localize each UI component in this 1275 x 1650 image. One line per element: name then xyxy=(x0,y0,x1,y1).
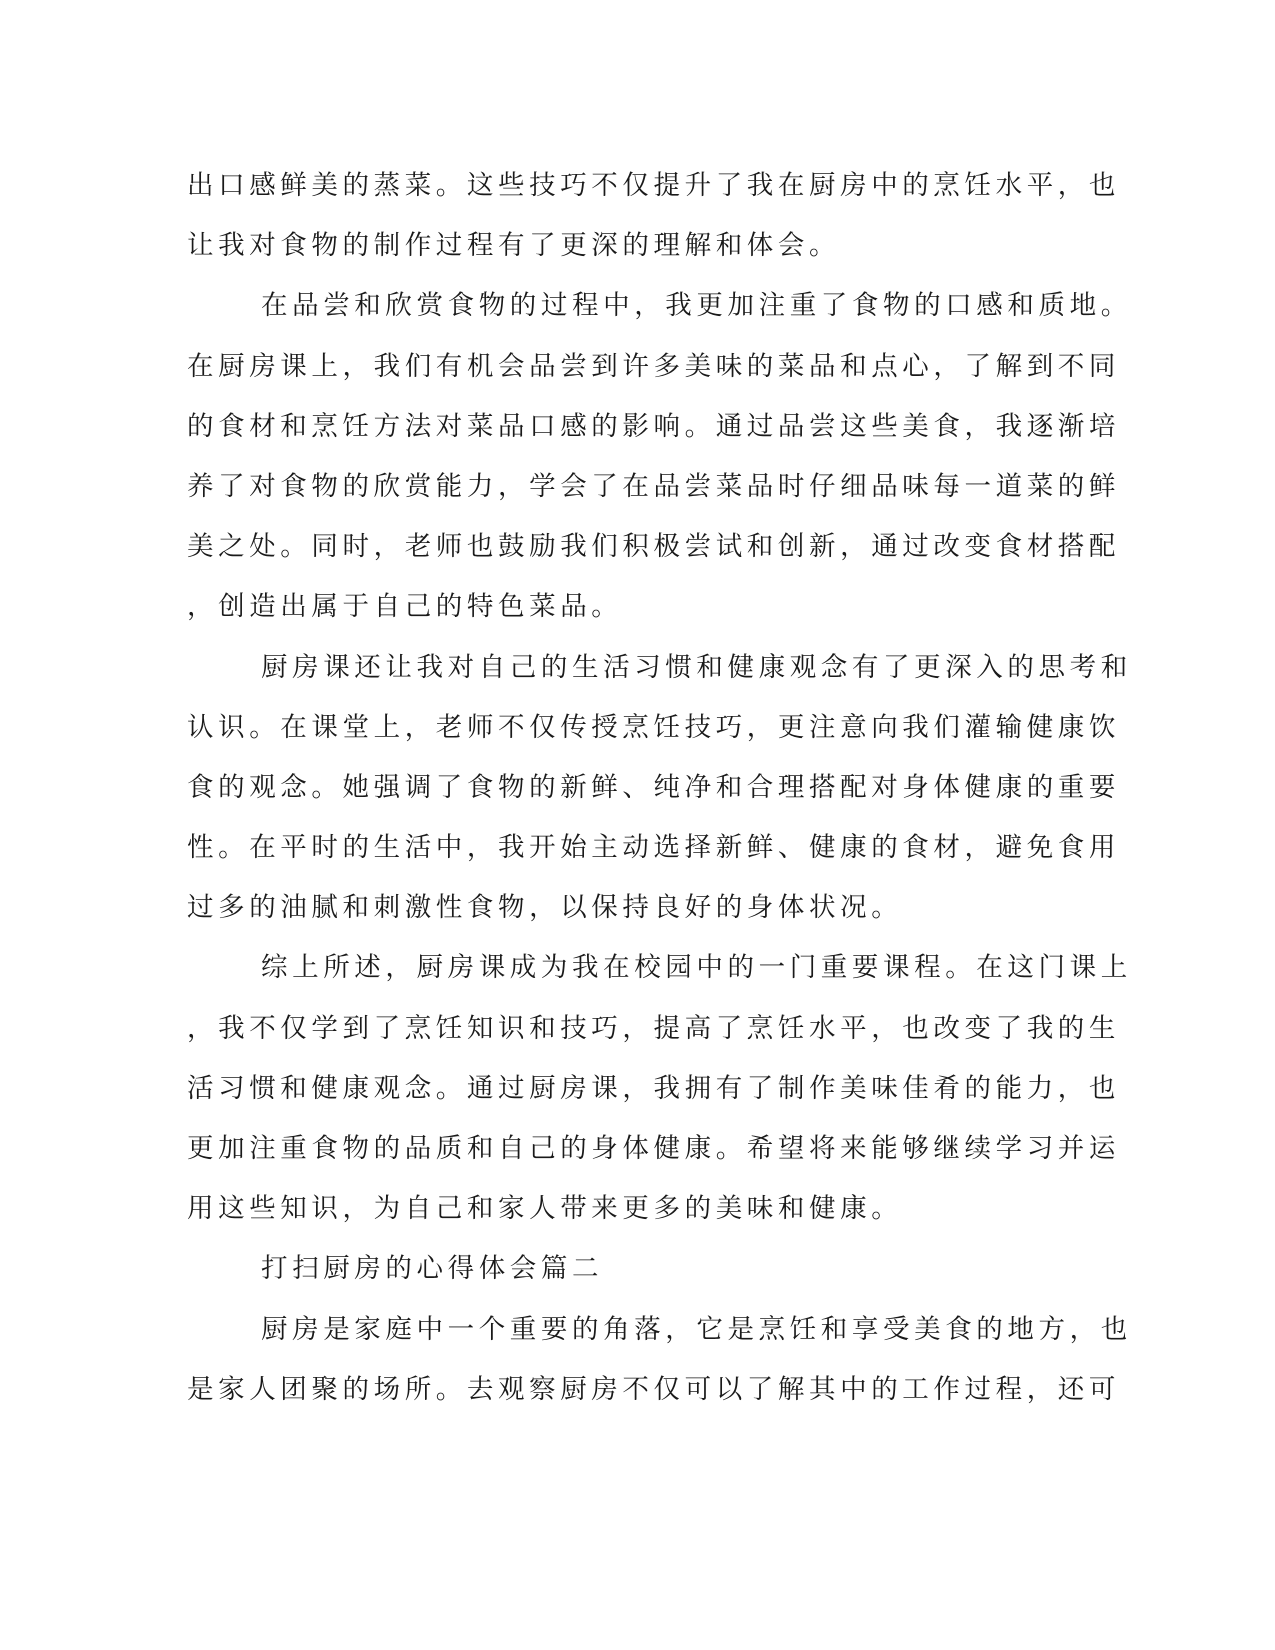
text-line: 在厨房课上，我们有机会品尝到许多美味的菜品和点心，了解到不同 xyxy=(187,350,1120,382)
text-line: 性。在平时的生活中，我开始主动选择新鲜、健康的食材，避免食用 xyxy=(187,832,1120,864)
text-line: 的食材和烹饪方法对菜品口感的影响。通过品尝这些美食，我逐渐培 xyxy=(187,410,1120,442)
text-line: 认识。在课堂上，老师不仅传授烹饪技巧，更注意向我们灌输健康饮 xyxy=(187,711,1120,743)
body-text xyxy=(187,156,1132,1420)
section-heading: 打扫厨房的心得体会篇二 xyxy=(261,1253,604,1285)
text-line: 过多的油腻和刺激性食物，以保持良好的身体状况。 xyxy=(187,892,903,924)
text-line: 用这些知识，为自己和家人带来更多的美味和健康。 xyxy=(187,1193,903,1225)
text-line: 出口感鲜美的蒸菜。这些技巧不仅提升了我在厨房中的烹饪水平，也 xyxy=(187,170,1120,201)
paragraph-start-line: 厨房是家庭中一个重要的角落，它是烹饪和享受美食的地方，也 xyxy=(261,1313,1132,1345)
paragraph-start-line: 在品尝和欣赏食物的过程中，我更加注重了食物的口感和质地。 xyxy=(261,290,1132,322)
text-line: 让我对食物的制作过程有了更深的理解和体会。 xyxy=(187,230,841,262)
text-line: 美之处。同时，老师也鼓励我们积极尝试和创新，通过改变食材搭配 xyxy=(187,531,1120,563)
text-line: ，我不仅学到了烹饪知识和技巧，提高了烹饪水平，也改变了我的生 xyxy=(187,1012,1120,1044)
paragraph-start-line: 厨房课还让我对自己的生活习惯和健康观念有了更深入的思考和 xyxy=(261,651,1132,683)
text-line: 食的观念。她强调了食物的新鲜、纯净和合理搭配对身体健康的重要 xyxy=(187,771,1120,803)
text-line: 更加注重食物的品质和自己的身体健康。希望将来能够继续学习并运 xyxy=(187,1133,1120,1164)
text-line: 是家人团聚的场所。去观察厨房不仅可以了解其中的工作过程，还可 xyxy=(187,1373,1120,1405)
paragraph-start-line: 综上所述，厨房课成为我在校园中的一门重要课程。在这门课上 xyxy=(261,952,1132,984)
text-line: ，创造出属于自己的特色菜品。 xyxy=(187,591,623,623)
text-line: 活习惯和健康观念。通过厨房课，我拥有了制作美味佳肴的能力，也 xyxy=(187,1072,1120,1104)
text-line: 养了对食物的欣赏能力，学会了在品尝菜品时仔细品味每一道菜的鲜 xyxy=(187,470,1120,502)
